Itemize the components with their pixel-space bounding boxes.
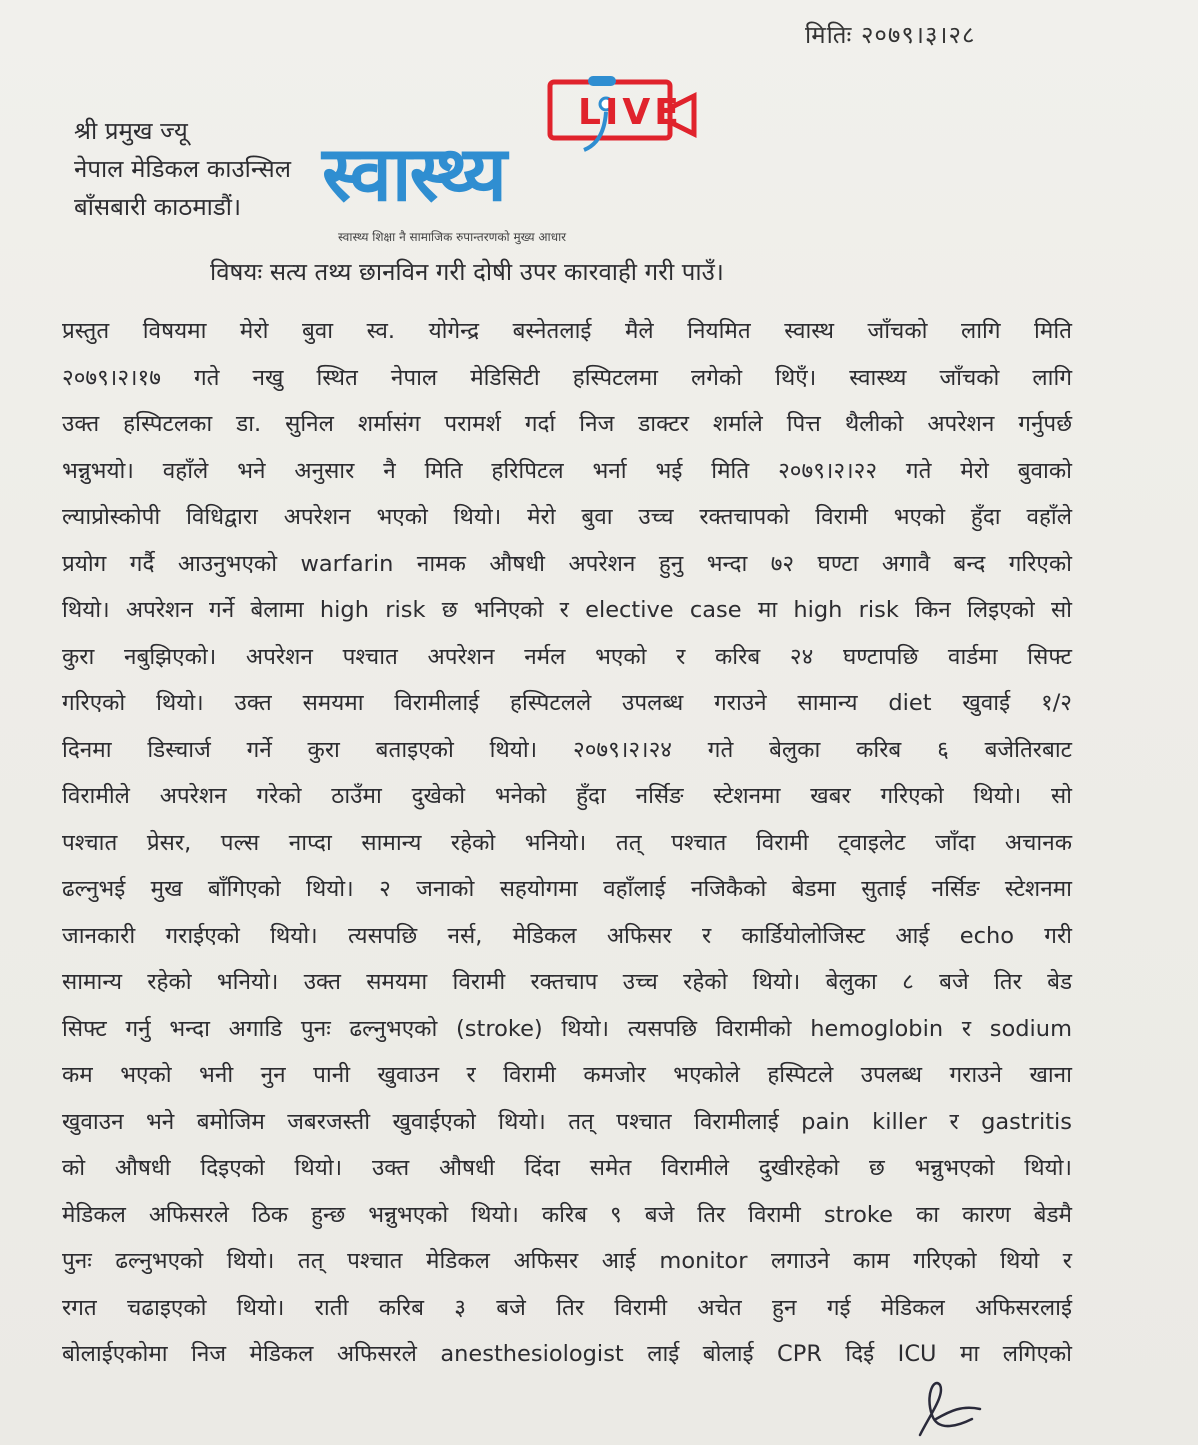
body-line: सिफ्ट गर्नु भन्दा अगाडि पुनः ढल्नुभएको (stroke) थियो। त्यसपछि विरामीको hemoglobin र sodium (62, 1015, 1072, 1042)
letter-subject: विषयः सत्य तथ्य छानविन गरी दोषी उपर कारवाही गरी पाउँ। (210, 258, 724, 286)
handwritten-signature (900, 1375, 990, 1445)
body-line: ढल्नुभई मुख बाँगिएको थियो। २ जनाको सहयोगमा वहाँलाई नजिकैको बेडमा सुताई नर्सिङ स्टेशनमा (62, 876, 1072, 902)
body-line: दिनमा डिस्चार्ज गर्ने कुरा बताइएको थियो। २०७९।२।२४ गते बेलुका करिब ६ बजेतिरबाट (62, 736, 1072, 763)
body-line: भन्नुभयो। वहाँले भने अनुसार नै मिति हरिपिटल भर्ना भई मिति २०७९।२।२२ गते मेरो बुवाको (62, 457, 1072, 484)
body-line: २०७९।२।१७ गते नखु स्थित नेपाल मेडिसिटी हस्पिटलमा लगेको थिएँ। स्वास्थ्य जाँचको लागि (62, 364, 1072, 391)
logo-live-text: LIVE (578, 92, 683, 133)
address-line: बाँसबारी काठमाडौं। (74, 193, 242, 221)
swasthya-live-logo (322, 72, 702, 252)
body-line: थियो। अपरेशन गर्ने बेलामा high risk छ भनिएको र elective case मा high risk किन लिइएको सो (62, 597, 1072, 623)
body-line: सामान्य रहेको भनियो। उक्त समयमा विरामी रक्तचाप उच्च रहेको थियो। बेलुका ८ बजे तिर बेड (62, 969, 1072, 995)
address-line: नेपाल मेडिकल काउन्सिल (74, 155, 292, 183)
body-line: खुवाउन भने बमोजिम जबरजस्ती खुवाईएको थियो। तत् पश्चात विरामीलाई pain killer र gastritis (62, 1108, 1072, 1135)
recipient-address (74, 112, 291, 226)
body-line: को औषधी दिइएको थियो। उक्त औषधी दिंदा समेत विरामीले दुखीरहेको छ भन्नुभएको थियो। (62, 1155, 1073, 1181)
letter-body (62, 308, 1072, 1378)
body-line: विरामीले अपरेशन गरेको ठाउँमा दुखेको भनेको हुँदा नर्सिङ स्टेशनमा खबर गरिएको थियो। सो (62, 783, 1072, 809)
logo-wordmark: स्वास्थ्य (322, 129, 505, 218)
address-line: श्री प्रमुख ज्यू (74, 117, 188, 145)
body-line: जानकारी गराईएको थियो। त्यसपछि नर्स, मेडिकल अफिसर र कार्डियोलोजिस्ट आई echo गरी (62, 922, 1072, 949)
body-line: रगत चढाइएको थियो। राती करिब ३ बजे तिर विरामी अचेत हुन गई मेडिकल अफिसरलाई (62, 1294, 1072, 1321)
body-line: मेडिकल अफिसरले ठिक हुन्छ भन्नुभएको थियो। करिब ९ बजे तिर विरामी stroke का कारण बेडमै (62, 1201, 1072, 1228)
body-line: प्रयोग गर्दै आउनुभएको warfarin नामक औषधी अपरेशन हुनु भन्दा ७२ घण्टा अगावै बन्द गरिएको (62, 550, 1072, 577)
body-line: पश्चात प्रेसर, पल्स नाप्दा सामान्य रहेको भनियो। तत् पश्चात विरामी ट्वाइलेट जाँदा अचानक (62, 829, 1072, 856)
body-line: कुरा नबुझिएको। अपरेशन पश्चात अपरेशन नर्मल भएको र करिब २४ घण्टापछि वार्डमा सिफ्ट (62, 643, 1072, 670)
body-line: बोलाईएकोमा निज मेडिकल अफिसरले anesthesiologist लाई बोलाई CPR दिई ICU मा लगिएको (62, 1341, 1072, 1367)
letter-date: मितिः २०७९।३।२८ (805, 21, 976, 49)
body-line: उक्त हस्पिटलका डा. सुनिल शर्मासंग परामर्श गर्दा निज डाक्टर शर्माले पित्त थैलीको अपरेशन गर्नुपर्छ (62, 411, 1072, 437)
body-line: प्रस्तुत विषयमा मेरो बुवा स्व. योगेन्द्र बस्नेतलाई मैले नियमित स्वास्थ जाँचको लागि मिति (62, 318, 1072, 344)
body-line: पुनः ढल्नुभएको थियो। तत् पश्चात मेडिकल अफिसर आई monitor लगाउने काम गरिएको थियो र (62, 1248, 1072, 1274)
body-line: कम भएको भनी नुन पानी खुवाउन र विरामी कमजोर भएकोले हस्पिटले उपलब्ध गराउने खाना (62, 1062, 1072, 1088)
logo-live-badge (544, 72, 704, 152)
body-line: ल्याप्रोस्कोपी विधिद्वारा अपरेशन भएको थियो। मेरो बुवा उच्च रक्तचापको विरामी भएको हुँदा वहाँले (62, 504, 1072, 530)
logo-tagline: स्वास्थ्य शिक्षा नै सामाजिक रुपान्तरणको मुख्य आधार (338, 230, 567, 244)
body-line: गरिएको थियो। उक्त समयमा विरामीलाई हस्पिटलले उपलब्ध गराउने सामान्य diet खुवाई १/२ (62, 690, 1072, 716)
